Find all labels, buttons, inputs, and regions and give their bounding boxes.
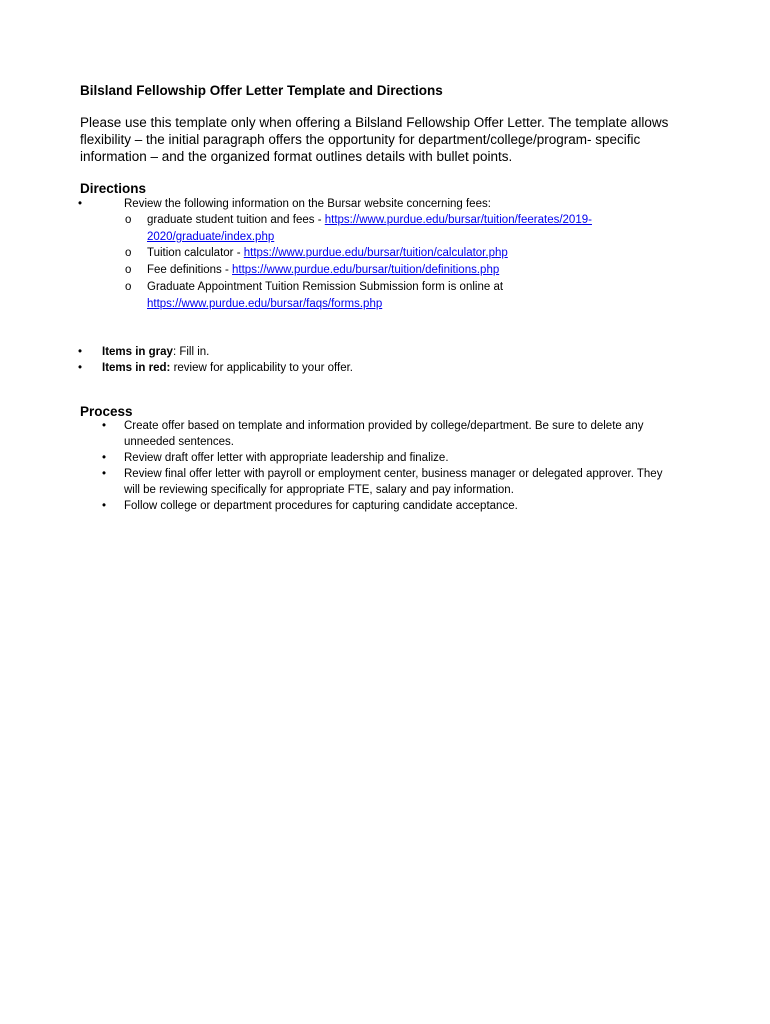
sub-item-text: graduate student tuition and fees - (147, 214, 325, 226)
sub-bullet-icon: o (125, 214, 132, 226)
sub-item-link-row (147, 298, 382, 310)
bullet-icon: • (102, 468, 107, 480)
note-text: review for applicability to your offer. (170, 362, 353, 374)
tuition-fees-link-continued[interactable]: 2020/graduate/index.php (147, 231, 275, 243)
intro-line-3: information – and the organized format outlines details with bullet points. (80, 149, 513, 164)
note-label: Items in gray (102, 346, 173, 358)
sub-bullet-icon: o (125, 247, 132, 259)
sub-item-fee-definitions (147, 264, 499, 276)
sub-item-link-continuation (147, 231, 274, 243)
sub-item-tuition-fees (147, 214, 592, 226)
process-item-2: Review draft offer letter with appropriate leadership and finalize. (124, 452, 449, 464)
process-item-1-line-2: unneeded sentences. (124, 436, 234, 448)
tuition-fees-link[interactable]: https://www.purdue.edu/bursar/tuition/feerates/2019- (324, 214, 592, 226)
document-title: Bilsland Fellowship Offer Letter Template and Directions (80, 83, 443, 98)
directions-heading: Directions (80, 181, 147, 196)
bullet-icon: • (102, 420, 107, 432)
process-item-4: Follow college or department procedures for capturing candidate acceptance. (124, 500, 518, 512)
remission-form-link[interactable]: https://www.purdue.edu/bursar/faqs/forms.php (147, 298, 383, 310)
bullet-icon: • (78, 198, 83, 210)
note-items-red (102, 362, 353, 374)
tuition-calculator-link[interactable]: https://www.purdue.edu/bursar/tuition/calculator.php (243, 247, 508, 259)
directions-main-item: Review the following information on the Bursar website concerning fees: (124, 198, 491, 210)
process-item-3-line-1: Review final offer letter with payroll or employment center, business manager or delegated approver. They (124, 468, 663, 480)
sub-item-text: Tuition calculator - (147, 247, 244, 259)
intro-line-1: Please use this template only when offering a Bilsland Fellowship Offer Letter. The template allows (80, 115, 669, 130)
sub-item-remission-form: Graduate Appointment Tuition Remission Submission form is online at (147, 281, 504, 293)
process-heading: Process (80, 404, 133, 419)
process-item-1-line-1: Create offer based on template and information provided by college/department. Be sure to delete any (124, 420, 644, 432)
fee-definitions-link[interactable]: https://www.purdue.edu/bursar/tuition/definitions.php (232, 264, 500, 276)
bullet-icon: • (78, 346, 83, 358)
sub-item-text: Fee definitions - (147, 264, 233, 276)
intro-line-2: flexibility – the initial paragraph offers the opportunity for department/college/program- specific (80, 132, 641, 147)
sub-item-tuition-calculator (147, 247, 508, 259)
sub-bullet-icon: o (125, 281, 132, 293)
sub-bullet-icon: o (125, 264, 132, 276)
bullet-icon: • (78, 362, 83, 374)
note-text: : Fill in. (172, 346, 210, 358)
process-item-3-line-2: will be reviewing specifically for appropriate FTE, salary and pay information. (124, 484, 514, 496)
bullet-icon: • (102, 500, 107, 512)
note-label: Items in red: (102, 362, 171, 374)
bullet-icon: • (102, 452, 107, 464)
note-items-gray (102, 346, 209, 358)
